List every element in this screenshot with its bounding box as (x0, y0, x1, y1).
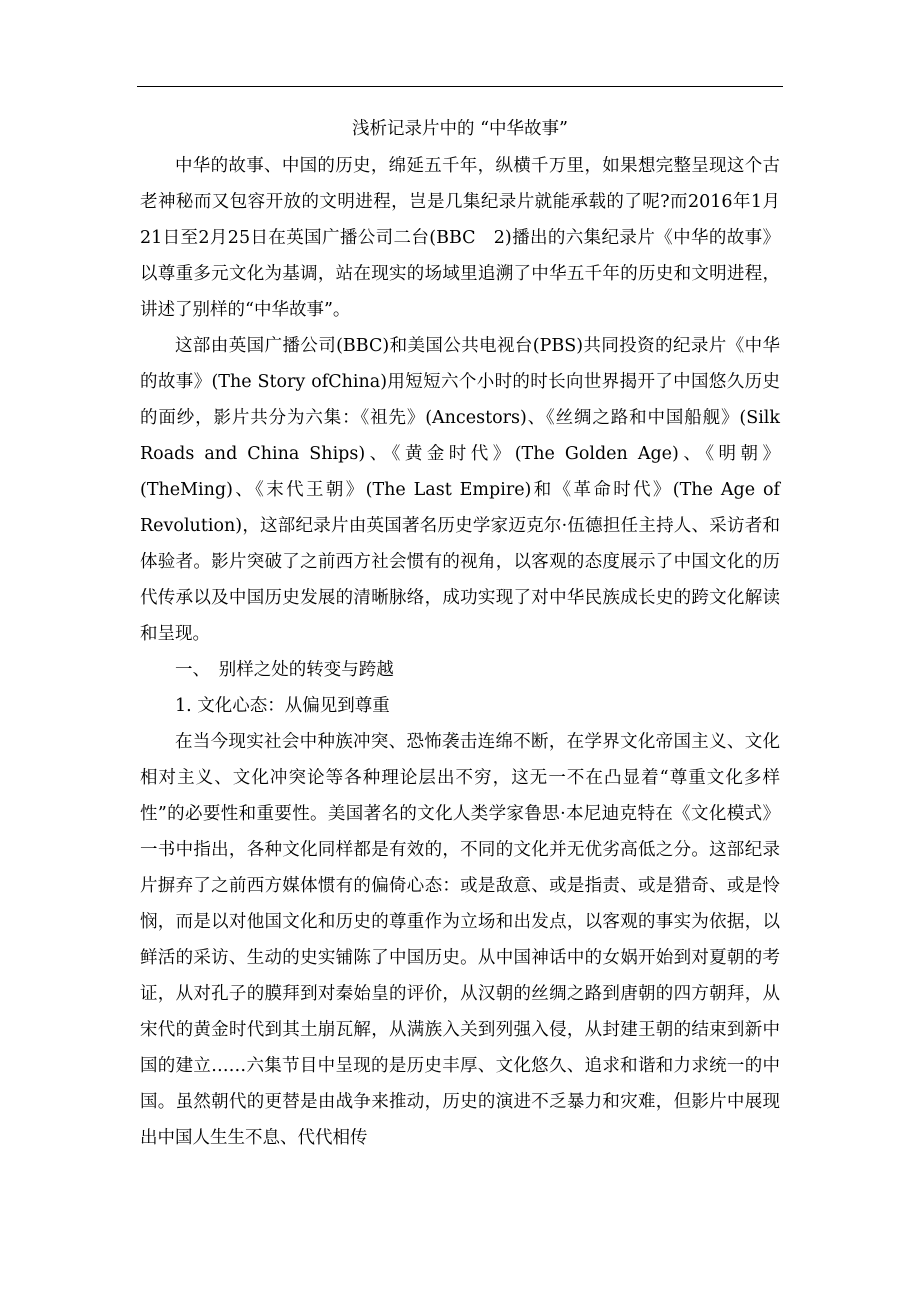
intro-paragraph: 中华的故事、中国的历史，绵延五千年，纵横千万里，如果想完整呈现这个古老神秘而又包容开放的文明进程，岂是几集纪录片就能承载的了呢?而2016年1月21日至2月25日在英国广播公司二台(BBC 2)播出的六集纪录片《中华的故事》以尊重多元文化为基调，站在现实的场域里追溯了中华五千年的历史和文明进程，讲述了别样的“中华故事”。 (140, 156, 780, 320)
document-title: 浅析记录片中的 “中华故事” (352, 119, 568, 139)
body-paragraph: 在当今现实社会中种族冲突、恐怖袭击连绵不断，在学界文化帝国主义、文化相对主义、文化冲突论等各种理论层出不穷，这无一不在凸显着“尊重文化多样性”的必要性和重要性。美国著名的文化人类学家鲁思·本尼迪克特在《文化模式》一书中指出，各种文化同样都是有效的，不同的文化并无优劣高低之分。这部纪录片摒弃了之前西方媒体惯有的偏倚心态：或是敌意、或是指责、或是猎奇、或是怜悯，而是以对他国文化和历史的尊重作为立场和出发点，以客观的事实为依据，以鲜活的采访、生动的史实铺陈了中国历史。从中国神话中的女娲开始到对夏朝的考证，从对孔子的膜拜到对秦始皇的评价，从汉朝的丝绸之路到唐朝的四方朝拜，从宋代的黄金时代到其土崩瓦解，从满族入关到列强入侵，从封建王朝的结束到新中国的建立……六集节目中呈现的是历史丰厚、文化悠久、追求和谐和力求统一的中国。虽然朝代的更替是由战争来推动，历史的演进不乏暴力和灾难，但影片中展现出中国人生生不息、代代相传 (140, 732, 780, 1148)
document-body (140, 114, 780, 1156)
section-heading: 一、 别样之处的转变与跨越 (175, 660, 394, 680)
subsection-heading: 1. 文化心态：从偏见到尊重 (175, 696, 390, 716)
header-rule (137, 86, 783, 87)
overview-paragraph: 这部由英国广播公司(BBC)和美国公共电视台(PBS)共同投资的纪录片《中华的故事》(The Story ofChina)用短短六个小时的时长向世界揭开了中国悠久历史的面纱，影片共分为六集：《祖先》(Ancestors)、《丝绸之路和中国船舰》(Silk Roads and China Ships)、《黄金时代》(The Golden Age)、《明朝》(TheMing)、《末代王朝》(The Last Empire)和《革命时代》(The Age of Revolution)，这部纪录片由英国著名历史学家迈克尔·伍德担任主持人、采访者和体验者。影片突破了之前西方社会惯有的视角，以客观的态度展示了中国文化的历代传承以及中国历史发展的清晰脉络，成功实现了对中华民族成长史的跨文化解读和呈现。 (140, 336, 780, 644)
